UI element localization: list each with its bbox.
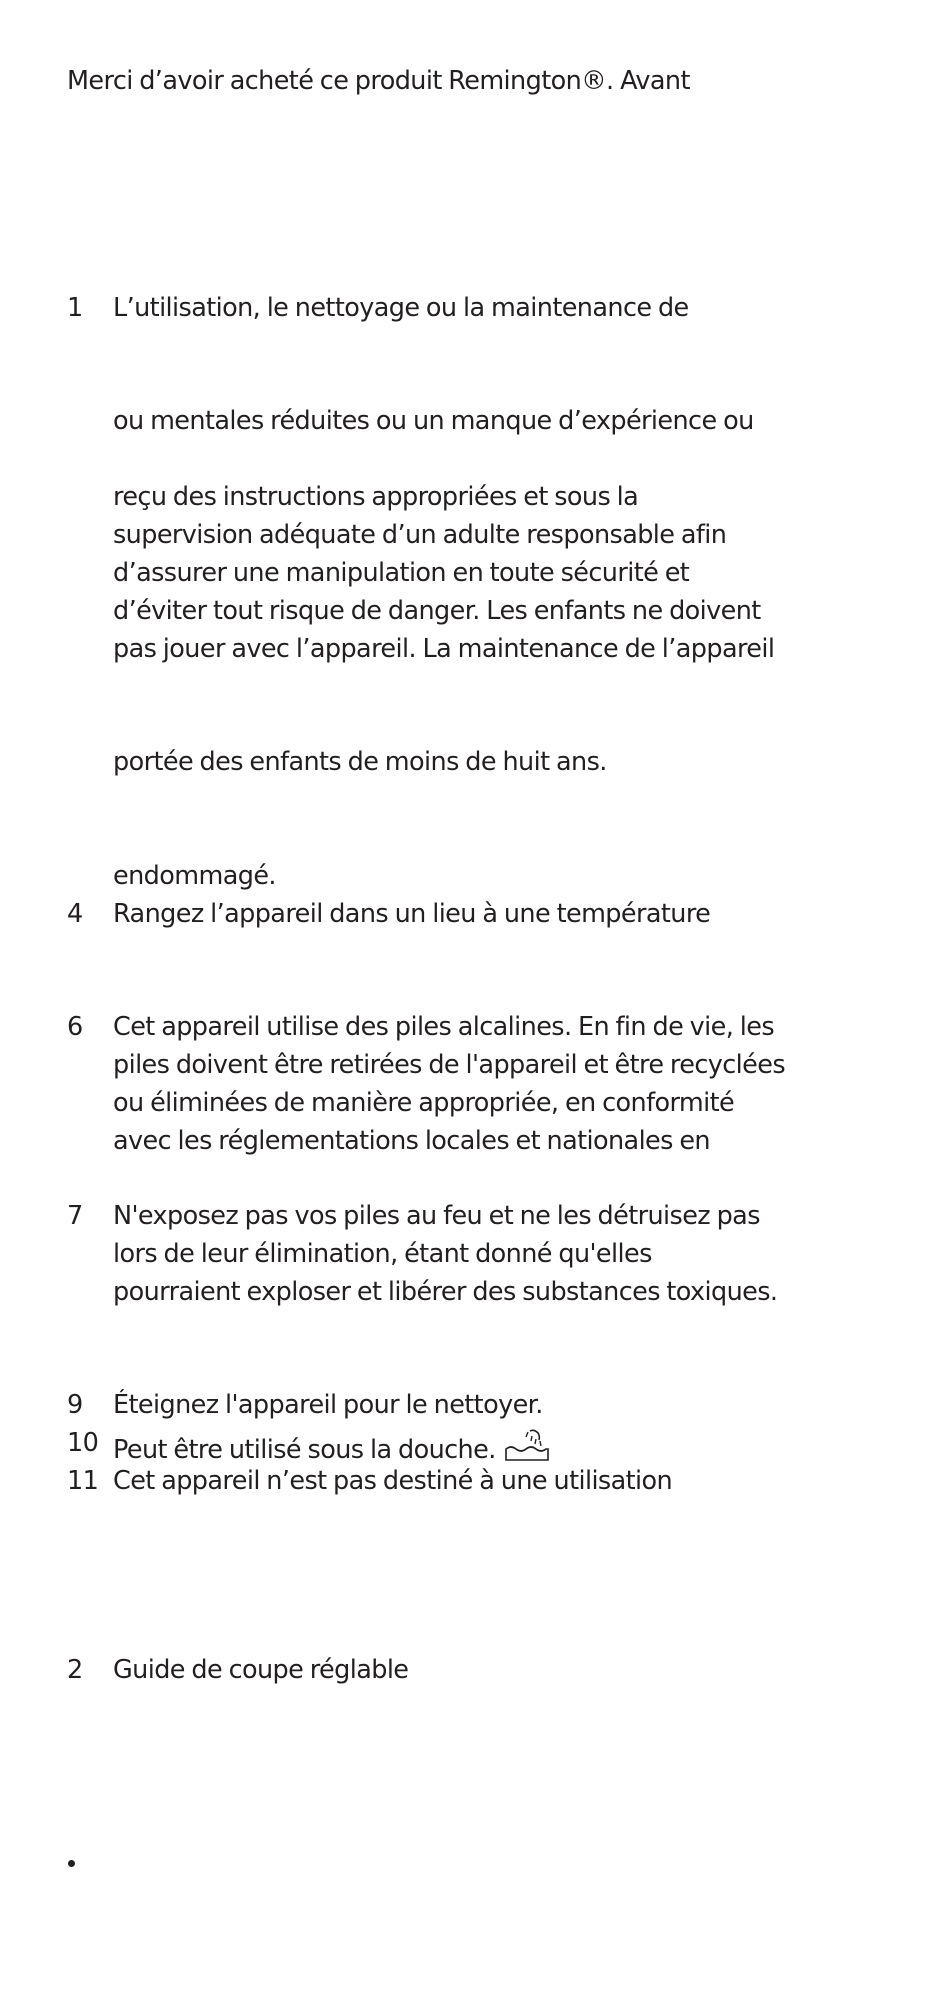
item-continuation-line: d’éviter tout risque de danger. Les enfants ne doivent [113,596,761,626]
item-number-11: 11 [67,1466,99,1496]
item-continuation-line: endommagé. [113,861,276,891]
item-number-4: 4 [67,899,83,929]
item-11-line-1: Cet appareil n’est pas destiné à une utilisation [113,1466,673,1496]
item-10-text: Peut être utilisé sous la douche. [113,1435,496,1465]
item-continuation-line: ou mentales réduites ou un manque d’expérience ou [113,406,754,436]
bullet-dot-icon [68,1860,75,1867]
item-6-line-3: ou éliminées de manière appropriée, en conformité [113,1088,735,1118]
item-7-line-1: N'exposez pas vos piles au feu et ne les détruisez pas [113,1201,760,1231]
part-label-2: Guide de coupe réglable [113,1655,409,1685]
item-7-line-3: pourraient exploser et libérer des substances toxiques. [113,1277,778,1307]
item-1-line-1: L’utilisation, le nettoyage ou la maintenance de [113,293,689,323]
item-number-10: 10 [67,1428,99,1458]
part-number-2: 2 [67,1655,83,1685]
item-continuation-line: portée des enfants de moins de huit ans. [113,747,607,777]
item-continuation-line: reçu des instructions appropriées et sous la [113,482,639,512]
item-continuation-line: pas jouer avec l’appareil. La maintenance de l’appareil [113,634,775,664]
item-9-line-1: Éteignez l'appareil pour le nettoyer. [113,1390,543,1420]
item-7-line-2: lors de leur élimination, étant donné qu'elles [113,1239,652,1269]
item-continuation-line: d’assurer une manipulation en toute sécurité et [113,558,690,588]
item-6-line-2: piles doivent être retirées de l'appareil et être recyclées [113,1050,786,1080]
shower-water-icon [504,1428,550,1469]
item-6-line-4: avec les réglementations locales et nationales en [113,1126,710,1156]
item-4-line-1: Rangez l’appareil dans un lieu à une température [113,899,711,929]
item-10-line-1 [113,1428,550,1465]
intro-text: Merci d’avoir acheté ce produit Remington®. Avant [67,66,690,96]
item-continuation-line: supervision adéquate d’un adulte responsable afin [113,520,727,550]
item-number-7: 7 [67,1201,83,1231]
item-number-9: 9 [67,1390,83,1420]
item-6-line-1: Cet appareil utilise des piles alcalines. En fin de vie, les [113,1012,775,1042]
item-number-6: 6 [67,1012,83,1042]
item-number-1: 1 [67,293,83,323]
